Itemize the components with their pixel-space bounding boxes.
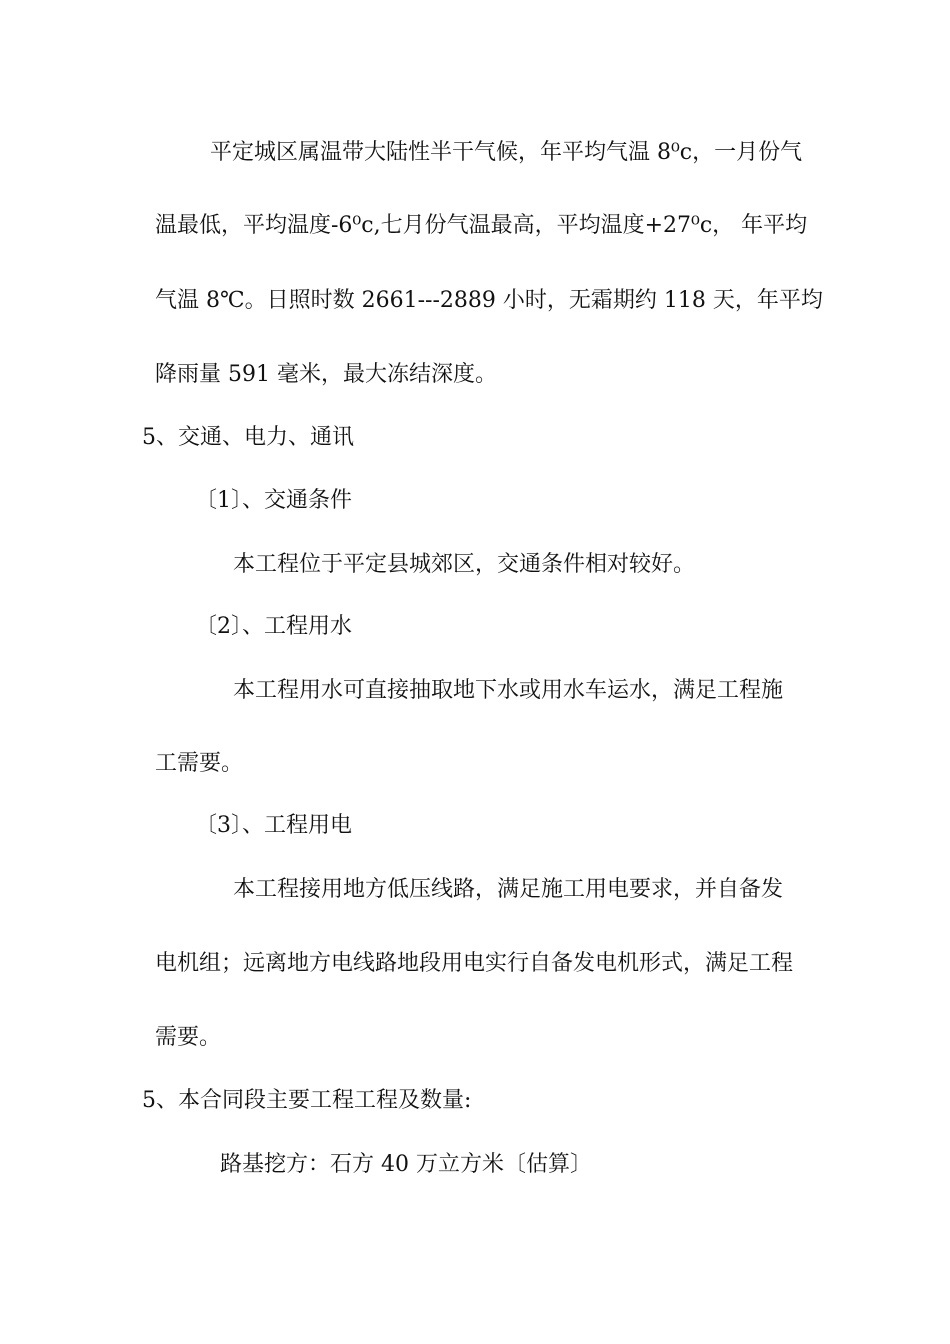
quantity-item-1: 路基挖方：石方 40 万立方米〔估算〕 xyxy=(220,1152,592,1177)
climate-line-2: 温最低，平均温度-6⁰c,七月份气温最高，平均温度+27⁰c， 年平均 xyxy=(155,213,808,238)
section-heading-transport: 5、交通、电力、通讯 xyxy=(142,425,354,450)
water-line-2: 工需要。 xyxy=(155,751,244,776)
climate-line-3: 气温 8℃。日照时数 2661---2889 小时，无霜期约 118 天，年平均 xyxy=(155,288,823,313)
climate-line-4: 降雨量 591 毫米，最大冻结深度。 xyxy=(155,362,497,387)
subheading-power: 〔3〕、工程用电 xyxy=(195,813,352,838)
power-line-1: 本工程接用地方低压线路，满足施工用电要求，并自备发 xyxy=(233,877,784,902)
power-line-2: 电机组；远离地方电线路地段用电实行自备发电机形式，满足工程 xyxy=(155,951,794,976)
climate-line-1: 平定城区属温带大陆性半干气候，年平均气温 8⁰c，一月份气 xyxy=(210,140,803,165)
subheading-traffic: 〔1〕、交通条件 xyxy=(195,488,352,513)
subheading-water: 〔2〕、工程用水 xyxy=(195,614,352,639)
power-line-3: 需要。 xyxy=(155,1025,222,1050)
section-heading-quantities: 5、本合同段主要工程工程及数量: xyxy=(142,1088,472,1113)
water-line-1: 本工程用水可直接抽取地下水或用水车运水，满足工程施 xyxy=(233,678,784,703)
traffic-text: 本工程位于平定县城郊区，交通条件相对较好。 xyxy=(233,552,696,577)
